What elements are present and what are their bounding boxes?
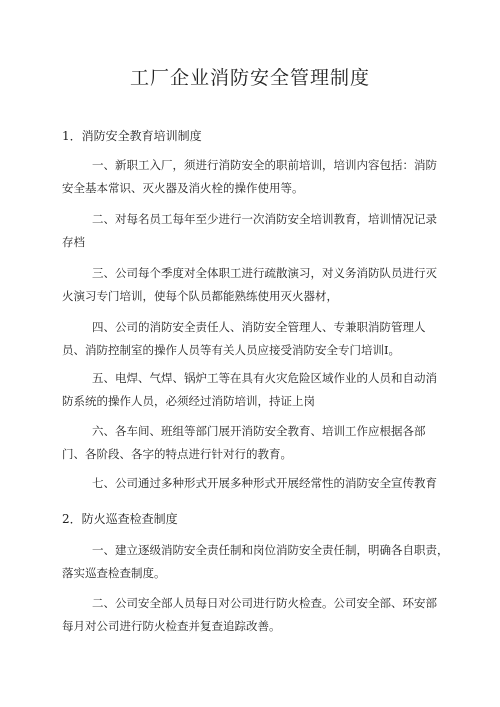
paragraph-line: 员、消防控制室的操作人员等有关人员应接受消防安全专门培训I。 xyxy=(62,343,401,357)
paragraph-line: 存档 xyxy=(62,235,85,249)
paragraph-line: 每月对公司进行防火检查并复查追踪改善。 xyxy=(62,619,281,633)
paragraph xyxy=(62,420,438,466)
paragraph xyxy=(62,316,438,362)
paragraph-line: 三、公司每个季度对全体职工进行疏散演习，对义务消防队员进行灭 xyxy=(92,266,437,280)
paragraph-line: 五、电焊、气焊、锅炉工等在具有火灾危险区域作业的人员和自动消 xyxy=(92,371,437,385)
document-title: 工厂企业消防安全管理制度 xyxy=(129,67,370,89)
paragraph-line: 门、各阶段、各字的特点进行针对行的教育。 xyxy=(62,447,292,461)
paragraph xyxy=(62,472,438,495)
paragraph-line: 防系统的操作人员，必须经过消防培训，持证上岗 xyxy=(62,394,315,408)
paragraph-line: 二、对每名员工每年至少进行一次消防安全培训教育，培训情况记录 xyxy=(92,212,437,226)
paragraph-line: 六、各车间、班组等部门展开消防安全教育、培训工作应根据各部 xyxy=(92,424,426,438)
paragraph xyxy=(62,592,438,638)
paragraph-line: 安全基本常识、灭火器及消火栓的操作使用等。 xyxy=(62,181,304,195)
paragraph xyxy=(62,262,438,308)
paragraph-line: 四、公司的消防安全责任人、消防安全管理人、专兼职消防管理人 xyxy=(92,320,426,334)
paragraph xyxy=(62,539,449,585)
paragraph-line: 一、新职工入厂，须进行消防安全的职前培训，培训内容包括：消防 xyxy=(92,158,437,172)
section-heading-inspection: 2．防火巡查检查制度 xyxy=(62,512,178,526)
section-heading-training: 1．消防安全教育培训制度 xyxy=(62,129,202,143)
paragraph xyxy=(62,154,438,200)
paragraph-line: 七、公司通过多种形式开展多种形式开展经常性的消防安全宣传教育 xyxy=(92,476,437,490)
paragraph xyxy=(62,208,438,254)
paragraph-line: 一、建立逐级消防安全责任制和岗位消防安全责任制，明确各自职责， xyxy=(92,543,449,557)
paragraph-line: 火演习专门培训，使每个队员都能熟练使用灭火器材， xyxy=(62,289,338,303)
paragraph xyxy=(62,367,438,413)
paragraph-line: 二、公司安全部人员每日对公司进行防火检查。公司安全部、环安部 xyxy=(92,596,437,610)
paragraph-line: 落实巡查检查制度。 xyxy=(62,566,166,580)
